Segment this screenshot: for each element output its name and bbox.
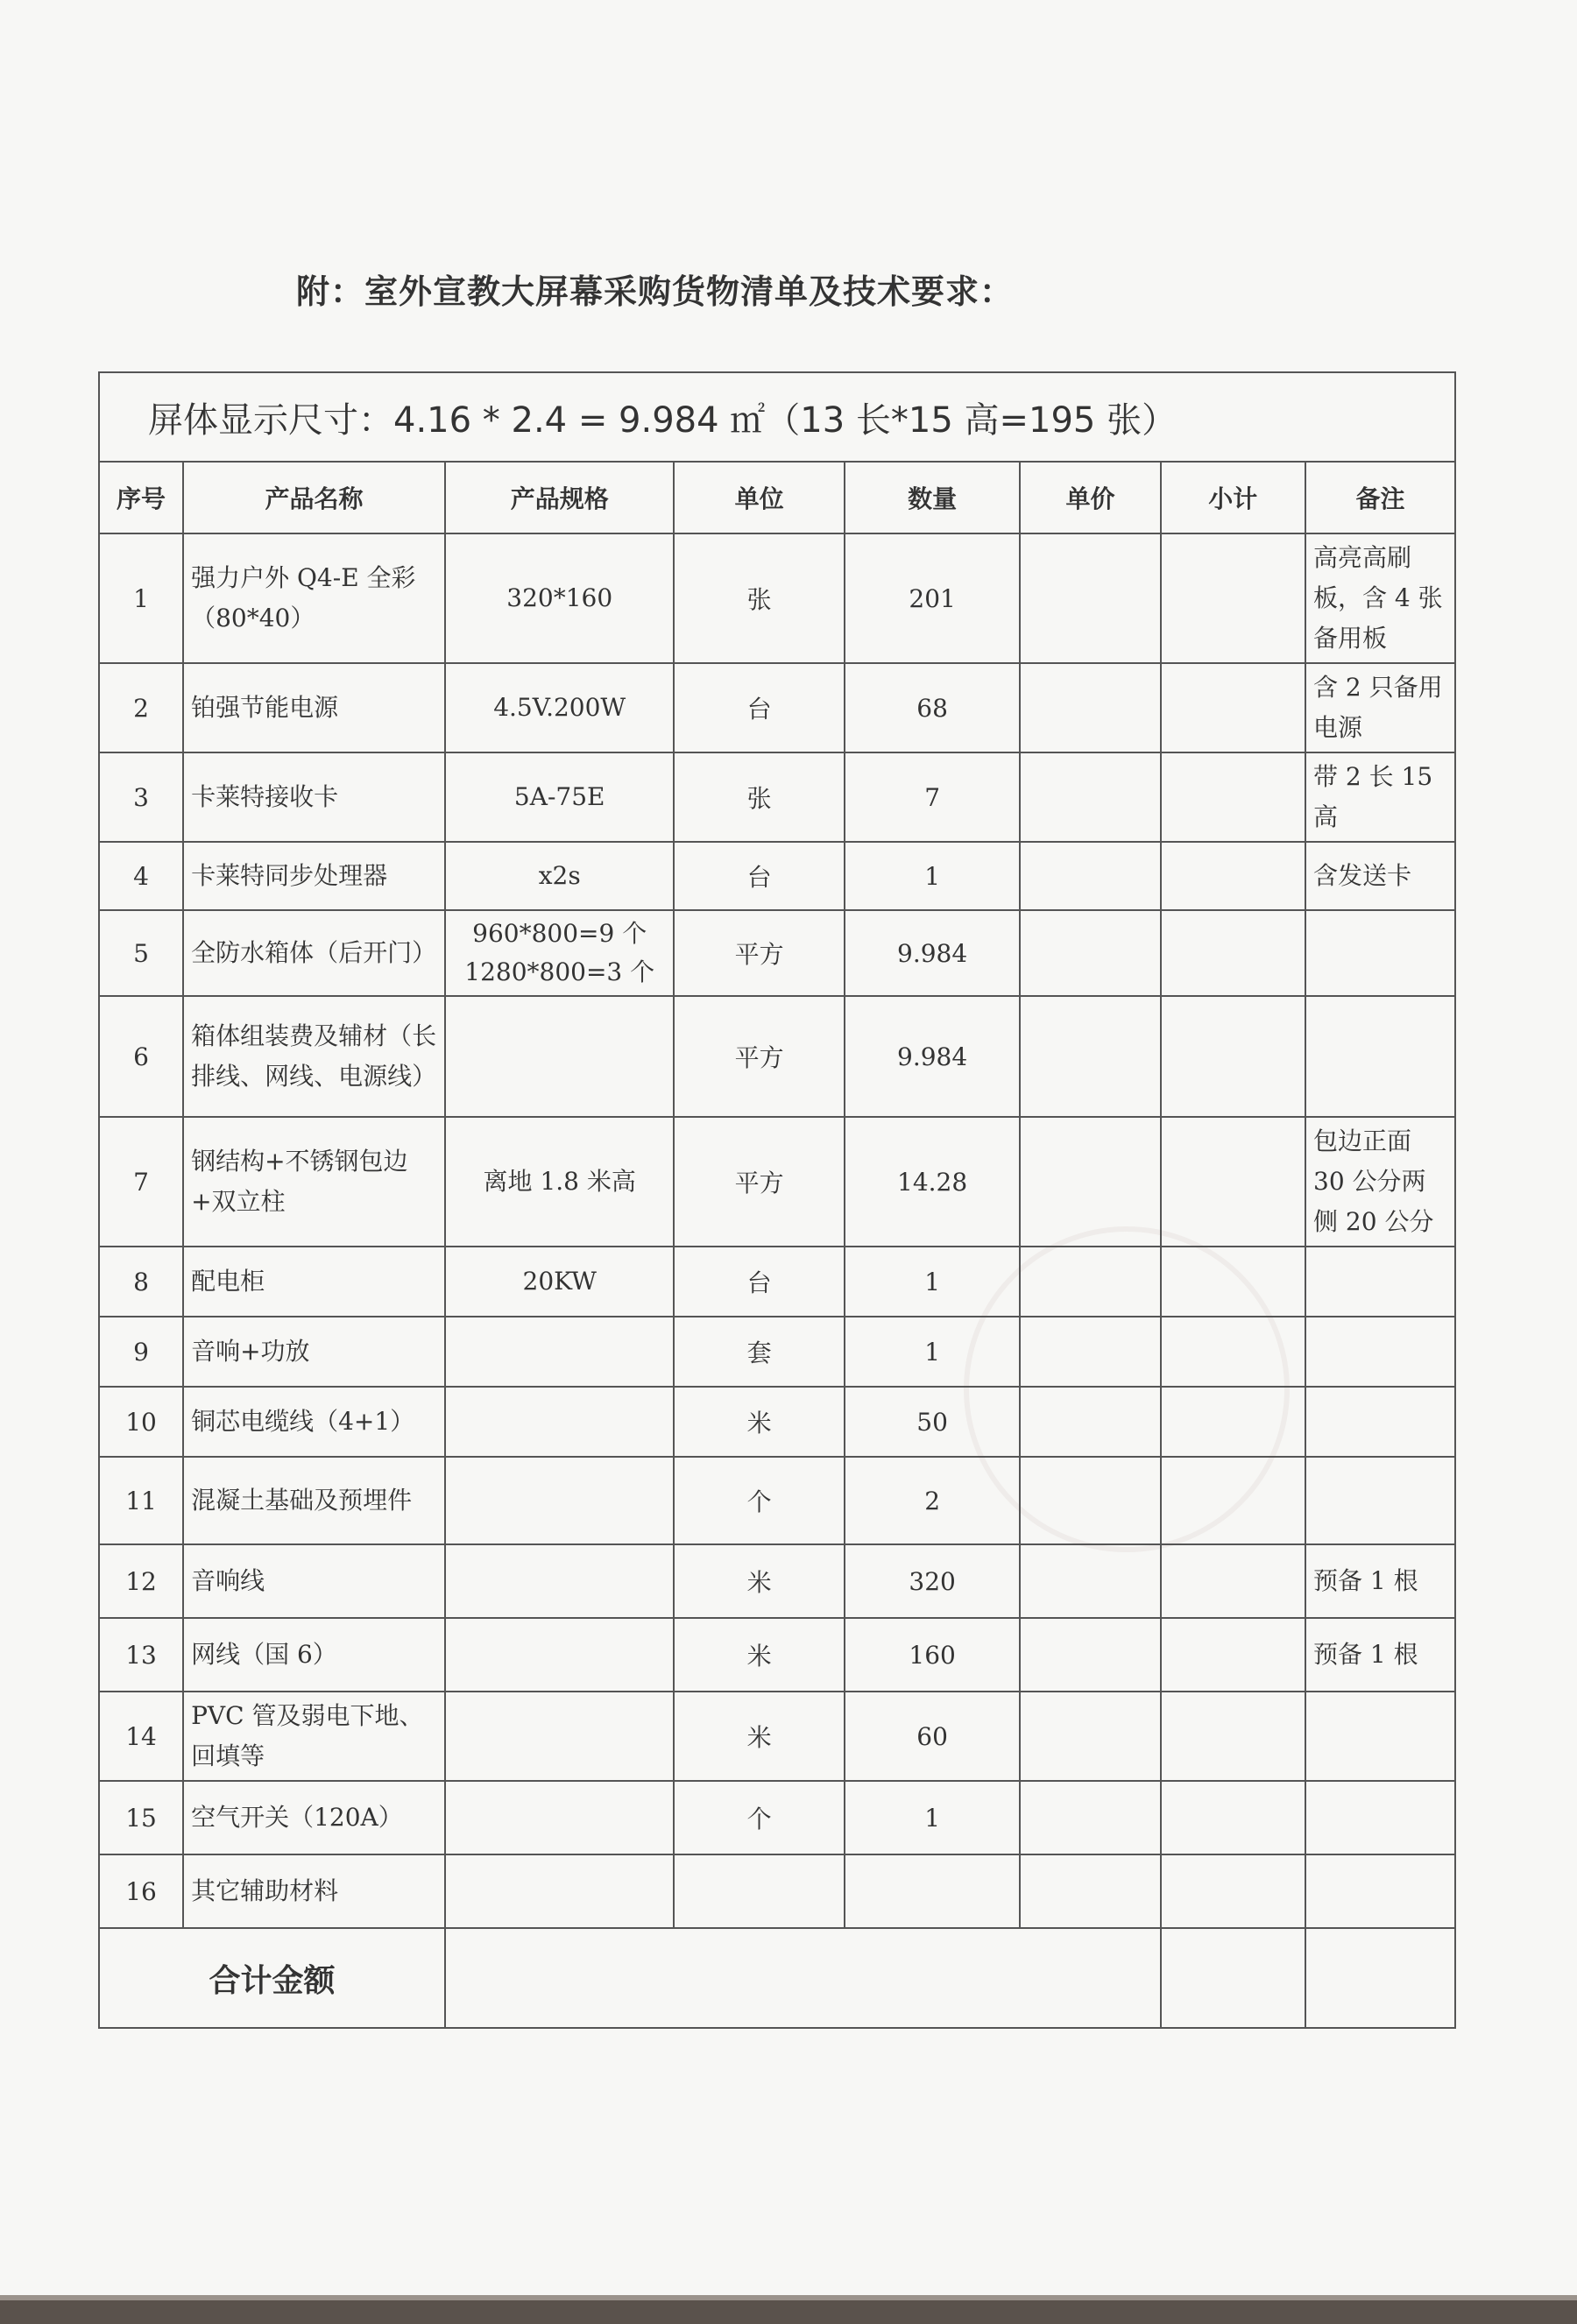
cell-quantity: 60: [845, 1692, 1021, 1781]
cell-unit: 米: [674, 1387, 844, 1457]
cell-no: 14: [99, 1692, 183, 1781]
cell-unit: 张: [674, 533, 844, 663]
cell-remark: 高亮高刷板，含 4 张备用板: [1305, 533, 1455, 663]
cell-spec: 5A-75E: [445, 752, 675, 842]
cell-spec: [445, 1387, 675, 1457]
cell-no: 13: [99, 1618, 183, 1692]
table-row: [99, 1317, 1455, 1387]
cell-no: 11: [99, 1457, 183, 1544]
header-qty: 数量: [845, 462, 1021, 533]
cell-quantity: 14.28: [845, 1117, 1021, 1247]
table-row: [99, 1457, 1455, 1544]
cell-remark: 预备 1 根: [1305, 1544, 1455, 1618]
cell-no: 4: [99, 842, 183, 910]
cell-no: 16: [99, 1854, 183, 1928]
cell-spec: 离地 1.8 米高: [445, 1117, 675, 1247]
cell-quantity: 1: [845, 1781, 1021, 1854]
cell-unit-price: [1020, 752, 1160, 842]
cell-subtotal: [1161, 842, 1305, 910]
cell-unit-price: [1020, 1544, 1160, 1618]
total-amount-cell: [445, 1928, 1161, 2028]
cell-product-name: 网线（国 6）: [183, 1618, 445, 1692]
cell-unit: 个: [674, 1457, 844, 1544]
cell-subtotal: [1161, 910, 1305, 996]
cell-remark: 含发送卡: [1305, 842, 1455, 910]
table-surface-edge: [0, 2295, 1577, 2324]
cell-remark: [1305, 1247, 1455, 1317]
cell-subtotal: [1161, 1457, 1305, 1544]
screen-size-caption: 屏体显示尺寸：4.16 * 2.4 = 9.984 ㎡（13 长*15 高=195 张）: [99, 372, 1455, 462]
cell-subtotal: [1161, 1854, 1305, 1928]
cell-spec: 20KW: [445, 1247, 675, 1317]
cell-unit-price: [1020, 1854, 1160, 1928]
cell-product-name: 音响线: [183, 1544, 445, 1618]
cell-unit: 台: [674, 1247, 844, 1317]
header-price: 单价: [1020, 462, 1160, 533]
cell-spec: [445, 1781, 675, 1854]
cell-subtotal: [1161, 1692, 1305, 1781]
cell-quantity: 68: [845, 663, 1021, 752]
cell-no: 3: [99, 752, 183, 842]
cell-remark: [1305, 1781, 1455, 1854]
cell-unit: 个: [674, 1781, 844, 1854]
cell-product-name: 配电柜: [183, 1247, 445, 1317]
header-subtotal: 小计: [1161, 462, 1305, 533]
cell-quantity: 9.984: [845, 996, 1021, 1117]
cell-subtotal: [1161, 996, 1305, 1117]
cell-spec: [445, 1618, 675, 1692]
table-body: [99, 533, 1455, 1928]
cell-subtotal: [1161, 1117, 1305, 1247]
cell-product-name: 全防水箱体（后开门）: [183, 910, 445, 996]
cell-subtotal: [1161, 752, 1305, 842]
cell-remark: [1305, 910, 1455, 996]
table-row: [99, 752, 1455, 842]
cell-unit-price: [1020, 996, 1160, 1117]
cell-no: 9: [99, 1317, 183, 1387]
cell-unit: 米: [674, 1618, 844, 1692]
cell-spec: [445, 996, 675, 1117]
cell-unit-price: [1020, 910, 1160, 996]
table-row: [99, 910, 1455, 996]
table-row: [99, 1247, 1455, 1317]
total-row: [99, 1928, 1455, 2028]
goods-table-wrapper: [98, 371, 1456, 2029]
cell-spec: x2s: [445, 842, 675, 910]
cell-no: 12: [99, 1544, 183, 1618]
cell-subtotal: [1161, 1247, 1305, 1317]
cell-spec: 960*800=9 个 1280*800=3 个: [445, 910, 675, 996]
cell-product-name: 强力户外 Q4-E 全彩（80*40）: [183, 533, 445, 663]
cell-unit: 平方: [674, 996, 844, 1117]
cell-unit: 平方: [674, 1117, 844, 1247]
cell-remark: [1305, 1854, 1455, 1928]
cell-quantity: 50: [845, 1387, 1021, 1457]
cell-product-name: 其它辅助材料: [183, 1854, 445, 1928]
cell-product-name: 音响+功放: [183, 1317, 445, 1387]
total-label: 合计金额: [99, 1928, 445, 2028]
cell-unit-price: [1020, 1117, 1160, 1247]
cell-product-name: PVC 管及弱电下地、回填等: [183, 1692, 445, 1781]
total-subtotal-cell: [1161, 1928, 1305, 2028]
table-row: [99, 1618, 1455, 1692]
cell-quantity: 1: [845, 1317, 1021, 1387]
cell-no: 15: [99, 1781, 183, 1854]
cell-product-name: 钢结构+不锈钢包边+双立柱: [183, 1117, 445, 1247]
cell-quantity: 160: [845, 1618, 1021, 1692]
table-row: [99, 1854, 1455, 1928]
cell-unit-price: [1020, 533, 1160, 663]
cell-unit-price: [1020, 1457, 1160, 1544]
cell-unit-price: [1020, 1387, 1160, 1457]
cell-remark: [1305, 1692, 1455, 1781]
cell-unit-price: [1020, 842, 1160, 910]
cell-subtotal: [1161, 663, 1305, 752]
cell-quantity: [845, 1854, 1021, 1928]
cell-spec: [445, 1854, 675, 1928]
cell-remark: [1305, 1387, 1455, 1457]
table-row: [99, 842, 1455, 910]
cell-no: 5: [99, 910, 183, 996]
total-remark-cell: [1305, 1928, 1455, 2028]
header-no: 序号: [99, 462, 183, 533]
cell-unit: 台: [674, 663, 844, 752]
header-spec: 产品规格: [445, 462, 675, 533]
cell-unit: 套: [674, 1317, 844, 1387]
cell-no: 7: [99, 1117, 183, 1247]
cell-remark: [1305, 1457, 1455, 1544]
cell-subtotal: [1161, 533, 1305, 663]
table-row: [99, 533, 1455, 663]
cell-subtotal: [1161, 1544, 1305, 1618]
cell-remark: 包边正面 30 公分两侧 20 公分: [1305, 1117, 1455, 1247]
cell-remark: [1305, 996, 1455, 1117]
table-row: [99, 1692, 1455, 1781]
cell-unit: 米: [674, 1544, 844, 1618]
header-unit: 单位: [674, 462, 844, 533]
cell-unit-price: [1020, 1317, 1160, 1387]
cell-product-name: 铂强节能电源: [183, 663, 445, 752]
cell-spec: 320*160: [445, 533, 675, 663]
cell-product-name: 空气开关（120A）: [183, 1781, 445, 1854]
cell-unit: 张: [674, 752, 844, 842]
table-header-row: [99, 462, 1455, 533]
cell-unit-price: [1020, 1247, 1160, 1317]
table-row: [99, 1781, 1455, 1854]
cell-unit: 台: [674, 842, 844, 910]
cell-remark: 预备 1 根: [1305, 1618, 1455, 1692]
cell-spec: 4.5V.200W: [445, 663, 675, 752]
cell-quantity: 320: [845, 1544, 1021, 1618]
cell-unit-price: [1020, 1692, 1160, 1781]
cell-remark: [1305, 1317, 1455, 1387]
cell-spec: [445, 1692, 675, 1781]
cell-quantity: 9.984: [845, 910, 1021, 996]
cell-quantity: 1: [845, 1247, 1021, 1317]
cell-product-name: 箱体组装费及辅材（长排线、网线、电源线）: [183, 996, 445, 1117]
cell-quantity: 1: [845, 842, 1021, 910]
table-row: [99, 1117, 1455, 1247]
cell-no: 8: [99, 1247, 183, 1317]
cell-no: 2: [99, 663, 183, 752]
table-row: [99, 1544, 1455, 1618]
cell-subtotal: [1161, 1618, 1305, 1692]
paper-edge-highlight: [0, 2295, 1577, 2300]
document-title: 附：室外宣教大屏幕采购货物清单及技术要求：: [296, 272, 1015, 311]
cell-unit-price: [1020, 1781, 1160, 1854]
cell-quantity: 7: [845, 752, 1021, 842]
table-row: [99, 996, 1455, 1117]
cell-product-name: 卡莱特同步处理器: [183, 842, 445, 910]
cell-subtotal: [1161, 1387, 1305, 1457]
cell-product-name: 混凝土基础及预埋件: [183, 1457, 445, 1544]
cell-spec: [445, 1544, 675, 1618]
cell-subtotal: [1161, 1317, 1305, 1387]
table-row: [99, 1387, 1455, 1457]
cell-product-name: 卡莱特接收卡: [183, 752, 445, 842]
cell-no: 6: [99, 996, 183, 1117]
cell-no: 1: [99, 533, 183, 663]
cell-unit: 平方: [674, 910, 844, 996]
cell-unit-price: [1020, 663, 1160, 752]
cell-unit-price: [1020, 1618, 1160, 1692]
cell-unit: 米: [674, 1692, 844, 1781]
header-name: 产品名称: [183, 462, 445, 533]
cell-subtotal: [1161, 1781, 1305, 1854]
cell-no: 10: [99, 1387, 183, 1457]
cell-quantity: 201: [845, 533, 1021, 663]
cell-spec: [445, 1317, 675, 1387]
cell-spec: [445, 1457, 675, 1544]
cell-product-name: 铜芯电缆线（4+1）: [183, 1387, 445, 1457]
table-row: [99, 663, 1455, 752]
cell-quantity: 2: [845, 1457, 1021, 1544]
cell-unit: [674, 1854, 844, 1928]
cell-remark: 带 2 长 15 高: [1305, 752, 1455, 842]
cell-remark: 含 2 只备用电源: [1305, 663, 1455, 752]
header-remark: 备注: [1305, 462, 1455, 533]
goods-list-table: [98, 371, 1456, 2029]
